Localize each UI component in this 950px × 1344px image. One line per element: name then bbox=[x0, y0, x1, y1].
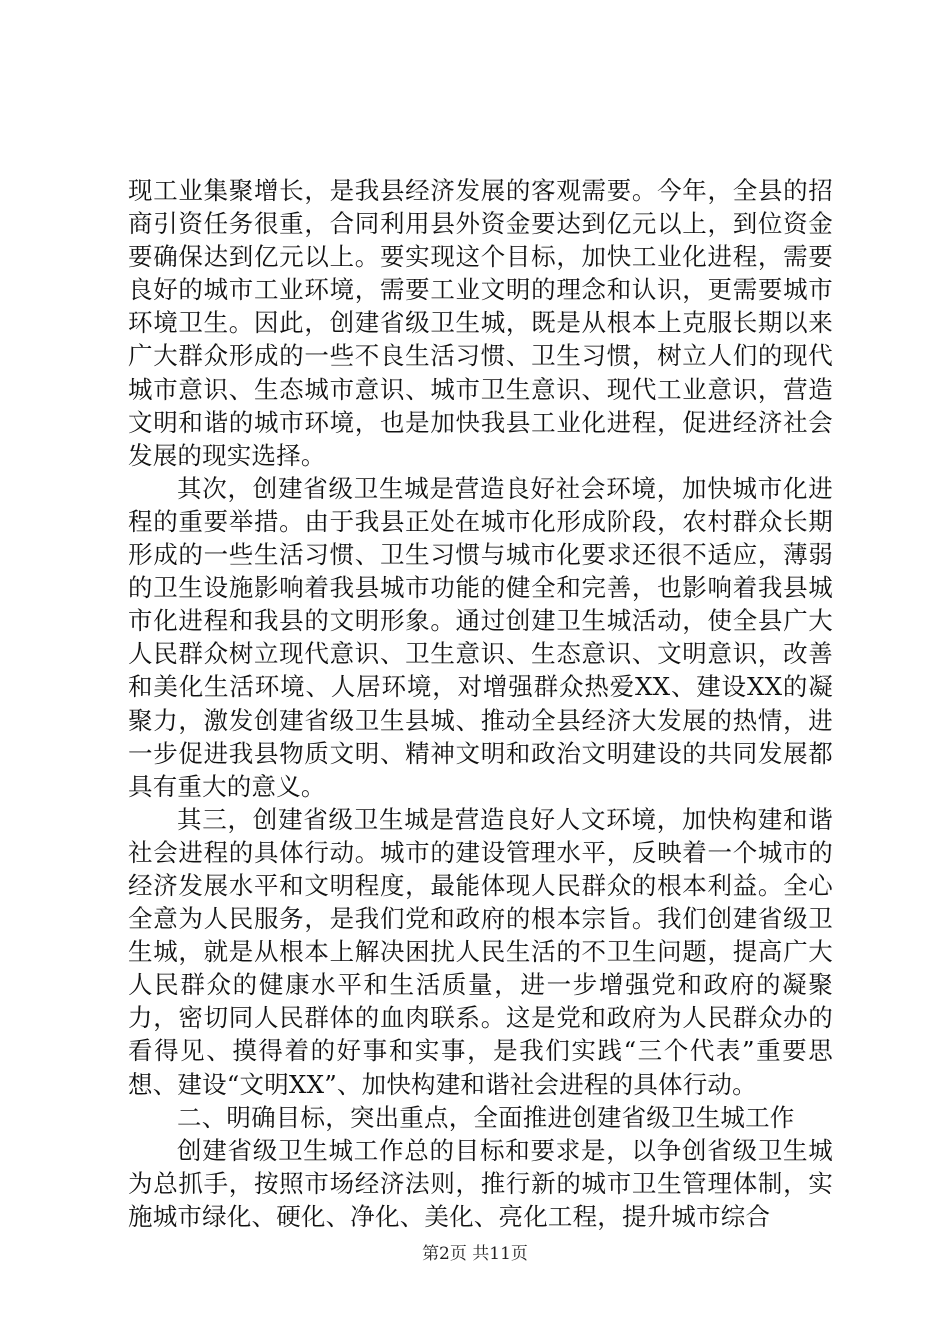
paragraph-industrialization: 现工业集聚增长，是我县经济发展的客观需要。今年，全县的招商引资任务很重，合同利用县外资金要达到亿元以上，到位资金要确保达到亿元以上。要实现这个目标，加快工业化进程，需要良好的城市工业环境，需要工业文明的理念和认识，更需要城市环境卫生。因此，创建省级卫生城，既是从根本上克服长期以来广大群众形成的一些不良生活习惯、卫生习惯，树立人们的现代城市意识、生态城市意识、城市卫生意识、现代工业意识，营造文明和谐的城市环境，也是加快我县工业化进程，促进经济社会发展的现实选择。 bbox=[128, 176, 833, 470]
page-number-footer: 第2页 共11页 bbox=[422, 1244, 528, 1264]
paragraph-overall-goal: 创建省级卫生城工作总的目标和要求是，以争创省级卫生城为总抓手，按照市场经济法则，推行新的城市卫生管理体制，实施城市绿化、硬化、净化、美化、亮化工程，提升城市综合 bbox=[128, 1135, 833, 1231]
document-body bbox=[128, 174, 833, 1233]
paragraph-harmonious-society: 其三，创建省级卫生城是营造良好人文环境，加快构建和谐社会进程的具体行动。城市的建设管理水平，反映着一个城市的经济发展水平和文明程度，最能体现人民群众的根本利益。全心全意为人民服务，是我们党和政府的根本宗旨。我们创建省级卫生城，就是从根本上解决困扰人民生活的不卫生问题，提高广大人民群众的健康水平和生活质量，进一步增强党和政府的凝聚力，密切同人民群体的血肉联系。这是党和政府为人民群众办的看得见、摸得着的好事和实事，是我们实践“三个代表”重要思想、建设“文明XX”、加快构建和谐社会进程的具体行动。 bbox=[128, 804, 833, 1099]
paragraph-urbanization: 其次，创建省级卫生城是营造良好社会环境，加快城市化进程的重要举措。由于我县正处在城市化形成阶段，农村群众长期形成的一些生活习惯、卫生习惯与城市化要求还很不适应，薄弱的卫生设施影响着我县城市功能的健全和完善，也影响着我县城市化进程和我县的文明形象。通过创建卫生城活动，使全县广大人民群众树立现代意识、卫生意识、生态意识、文明意识，改善和美化生活环境、人居环境，对增强群众热爱XX、建设XX的凝聚力，激发创建省级卫生县城、推动全县经济大发展的热情，进一步促进我县物质文明、精神文明和政治文明建设的共同发展都具有重大的意义。 bbox=[128, 473, 833, 801]
section-heading-goals: 二、明确目标，突出重点，全面推进创建省级卫生城工作 bbox=[177, 1102, 795, 1132]
